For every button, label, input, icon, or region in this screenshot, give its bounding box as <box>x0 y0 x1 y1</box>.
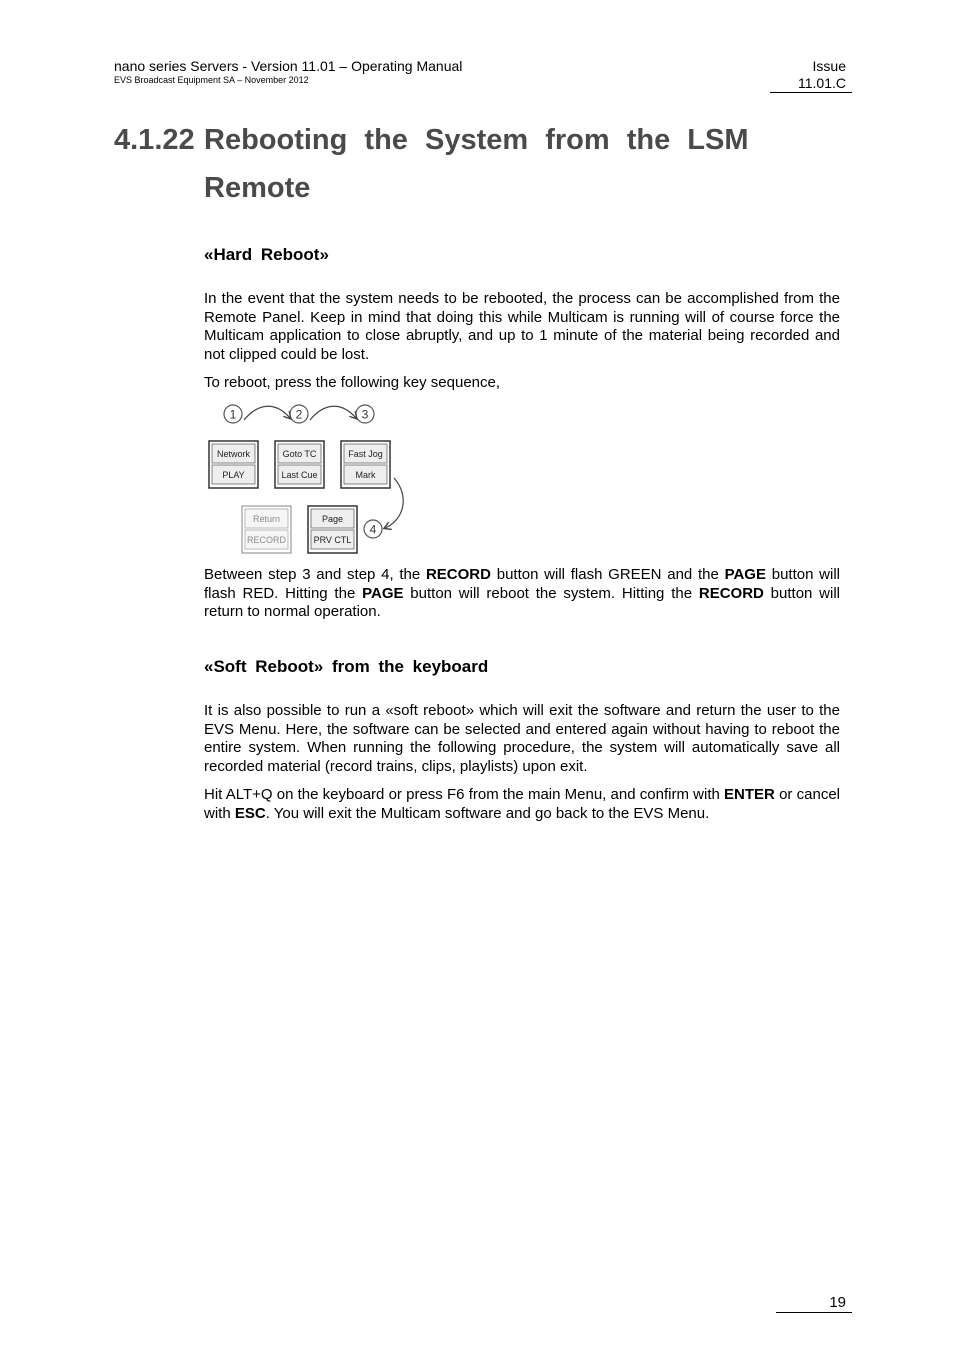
soft-reboot-instructions: Hit ALT+Q on the keyboard or press F6 from the main Menu, and confirm with ENTER or cancel with ESC. You will exit the Multicam software and go back to the EVS Menu. <box>204 786 840 822</box>
arrow-1-to-2 <box>244 406 290 420</box>
record-keyword: RECORD <box>425 566 491 583</box>
key-page-prvctl <box>308 506 357 553</box>
enter-keyword: ENTER <box>724 786 775 803</box>
key-network-label: Network <box>216 449 251 459</box>
issue-value: 11.01.C <box>798 75 846 91</box>
issue-label: Issue <box>812 58 846 74</box>
section-title-line1: Rebooting the System from the LSM <box>204 124 749 156</box>
page-keyword: PAGE <box>362 584 404 602</box>
flash-behaviour-paragraph: Between step 3 and step 4, the RECORD button will flash GREEN and the PAGE button will flash RED. Hitting the PAGE button will reboot the system. Hitting the RECORD button will return to normal operation. <box>204 566 841 620</box>
section-number: 4.1.22 <box>114 124 195 156</box>
key-return-label: Return <box>252 514 281 524</box>
record-keyword: RECORD <box>698 584 764 602</box>
issue-box <box>770 58 852 93</box>
esc-keyword: ESC <box>234 804 266 822</box>
step-3-circle <box>356 405 374 423</box>
key-sequence-diagram <box>204 398 416 558</box>
step-4-number: 4 <box>369 522 377 537</box>
page-keyword: PAGE <box>724 566 766 583</box>
hard-reboot-heading: «Hard Reboot» <box>204 245 329 264</box>
key-gototc-lastcue <box>275 441 324 488</box>
key-play-label: PLAY <box>222 470 245 480</box>
key-page-label: Page <box>321 514 344 524</box>
step-1-circle <box>224 405 242 423</box>
arrow-2-to-3 <box>310 406 356 420</box>
hard-reboot-intro: In the event that the system needs to be rebooted, the process can be accomplished from the Remote Panel. Keep in mind that doing this while Multicam is running will of course force the Multicam application to close abruptly, and up to 1 minute of the material being recorded and not clipped could be lost. <box>204 290 840 363</box>
key-prvctl-label: PRV CTL <box>313 535 352 545</box>
key-fastjog-mark <box>341 441 390 488</box>
key-record-label: RECORD <box>246 535 287 545</box>
step-2-circle <box>290 405 308 423</box>
step-4-circle <box>364 520 382 538</box>
page-header <box>114 58 462 86</box>
key-return-record <box>242 506 291 553</box>
manual-title: nano series Servers - Version 11.01 – Operating Manual <box>114 58 463 74</box>
soft-reboot-heading: «Soft Reboot» from the keyboard <box>204 657 489 676</box>
key-network-play <box>209 441 258 488</box>
publisher-date: EVS Broadcast Equipment SA – November 2012 <box>114 75 309 85</box>
key-sequence-intro: To reboot, press the following key sequence, <box>204 374 501 391</box>
key-mark-label: Mark <box>355 470 376 480</box>
page-number: 19 <box>776 1293 852 1313</box>
step-1-number: 1 <box>229 407 237 422</box>
key-fastjog-label: Fast Jog <box>348 449 383 459</box>
step-2-number: 2 <box>295 407 303 422</box>
section-heading <box>114 116 834 212</box>
step-3-number: 3 <box>361 407 369 422</box>
section-title-line2: Remote <box>204 172 311 204</box>
key-gototc-label: Goto TC <box>282 449 317 459</box>
soft-reboot-intro: It is also possible to run a «soft reboot» which will exit the software and return the user to the EVS Menu. Here, the software can be selected and entered again without having to reboot the entire system. When running the following procedure, the system will automatically save all recorded material (record trains, clips, playlists) upon exit. <box>204 702 840 775</box>
key-lastcue-label: Last Cue <box>281 470 318 480</box>
